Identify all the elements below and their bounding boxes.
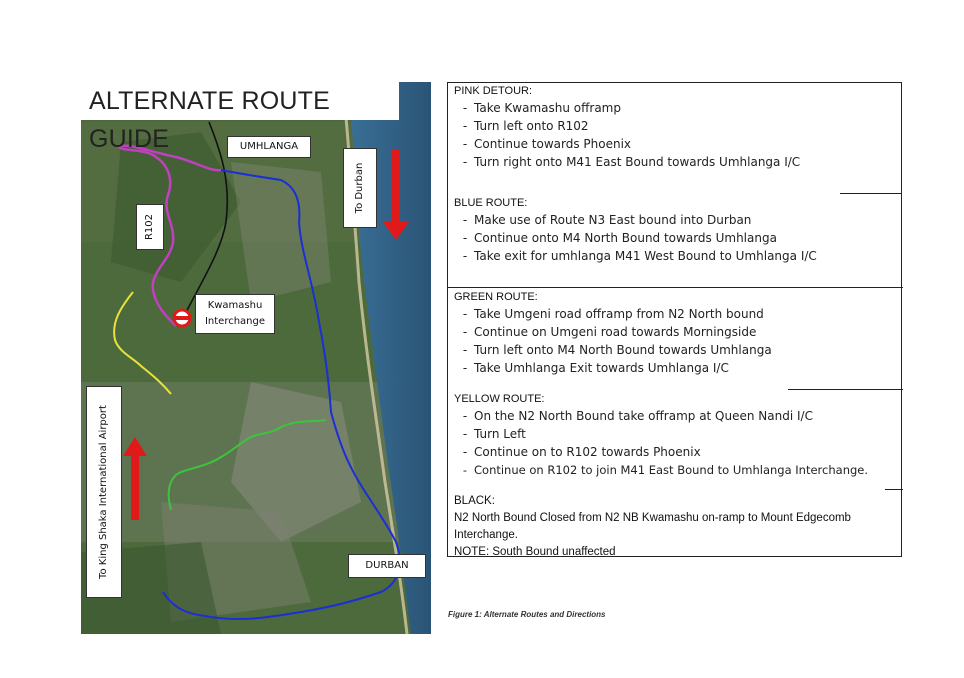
green-steps <box>448 305 901 377</box>
list-item: - Continue towards Phoenix <box>462 137 632 151</box>
pink-section <box>448 85 901 171</box>
label-airport <box>86 386 122 598</box>
label-r102-text: R102 <box>144 213 155 241</box>
divider <box>788 389 903 390</box>
list-item: - Continue on Umgeni road towards Morningside <box>462 325 757 339</box>
label-umhlanga: UMHLANGA <box>227 136 311 158</box>
blue-steps <box>448 211 901 265</box>
yellow-title: YELLOW ROUTE: <box>454 393 545 405</box>
label-durban: DURBAN <box>348 554 426 578</box>
list-item: - Take Kwamashu offramp <box>462 101 621 115</box>
list-item: - Turn right onto M41 East Bound towards Umhlanga I/C <box>462 155 801 169</box>
figure-caption: Figure 1: Alternate Routes and Directions <box>448 610 606 619</box>
black-note: NOTE: South Bound unaffected <box>454 546 616 558</box>
map-title: ALTERNATE ROUTE GUIDE <box>81 82 399 120</box>
list-item: - Continue onto M4 North Bound towards Umhlanga <box>462 231 777 245</box>
list-item: - Continue on to R102 towards Phoenix <box>462 445 701 459</box>
blue-section <box>448 197 901 265</box>
divider <box>840 193 902 194</box>
label-kwamashu: Kwamashu Interchange <box>195 294 275 334</box>
list-item: - Turn Left <box>462 427 526 441</box>
black-section <box>448 493 901 561</box>
label-to-durban <box>343 148 377 228</box>
route-map <box>81 82 431 634</box>
map-image <box>81 82 431 634</box>
divider <box>885 489 903 490</box>
black-closure-text: N2 North Bound Closed from N2 NB Kwamashu on-ramp to Mount Edgecomb Interchange. <box>454 512 851 541</box>
list-item: - Take Umgeni road offramp from N2 North bound <box>462 307 764 321</box>
yellow-steps <box>448 407 901 479</box>
blue-title: BLUE ROUTE: <box>454 197 528 209</box>
pink-steps <box>448 99 901 171</box>
label-to-durban-text: To Durban <box>354 162 365 214</box>
divider <box>448 287 903 288</box>
black-title: BLACK: <box>454 495 495 507</box>
directions-panel <box>447 82 902 557</box>
list-item: - Continue on R102 to join M41 East Bound to Umhlanga Interchange. <box>462 463 869 477</box>
label-r102 <box>136 204 164 250</box>
list-item: - Take exit for umhlanga M41 West Bound to Umhlanga I/C <box>462 249 817 263</box>
green-section <box>448 291 901 377</box>
list-item: - Make use of Route N3 East bound into Durban <box>462 213 752 227</box>
list-item: - On the N2 North Bound take offramp at Queen Nandi I/C <box>462 409 813 423</box>
green-title: GREEN ROUTE: <box>454 291 538 303</box>
road-closed-sign <box>174 310 190 326</box>
yellow-section <box>448 393 901 479</box>
pink-title: PINK DETOUR: <box>454 85 533 97</box>
list-item: - Turn left onto R102 <box>462 119 589 133</box>
list-item: - Take Umhlanga Exit towards Umhlanga I/C <box>462 361 729 375</box>
label-airport-text: To King Shaka International Airport <box>98 405 109 579</box>
list-item: - Turn left onto M4 North Bound towards Umhlanga <box>462 343 772 357</box>
